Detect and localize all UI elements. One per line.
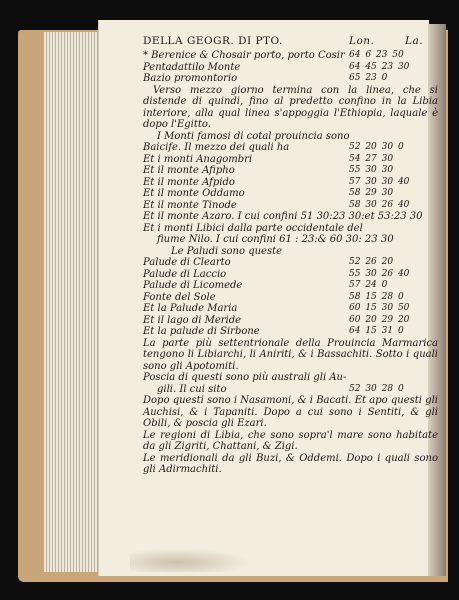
- table-row: [143, 246, 438, 258]
- header-lon-label: Lon.: [349, 35, 375, 47]
- coordinate-values: 55 30 26 40: [349, 268, 410, 279]
- para3-row1: [143, 372, 438, 384]
- coordinate-values: 64 45 23 30: [349, 61, 410, 72]
- place-name: Palude di Licomede: [143, 280, 243, 291]
- place-name: Palude di Laccio: [143, 268, 227, 280]
- table-row: [143, 73, 438, 85]
- place-name: Et i monti Anagombri: [143, 153, 253, 165]
- para3-line2: gili. Il cui sito: [157, 383, 227, 395]
- table-row: [143, 280, 438, 292]
- coordinate-values: 60 15 30 50: [349, 303, 410, 313]
- coordinate-values: 52 26 20: [349, 257, 394, 267]
- coordinate-values: 57 30 30 40: [349, 176, 410, 187]
- table-row: [143, 188, 438, 200]
- place-name: * Berenice & Chosair porto, porto Cosir: [143, 50, 345, 61]
- coordinate-values: 58 30 26 40: [349, 199, 410, 210]
- place-name: Et il monte Tinode: [143, 199, 237, 211]
- table-row: [143, 154, 438, 166]
- page-text: [143, 36, 438, 476]
- place-name: Et il monte Afipho: [143, 165, 235, 176]
- coordinate-values: 58 29 30: [349, 188, 394, 198]
- coordinate-values: 64 15 31 0: [349, 326, 404, 336]
- coordinate-values: 65 23 0: [349, 73, 388, 83]
- coordinate-values: 60 20 29 20: [349, 314, 410, 325]
- header-lat-label: La.: [405, 35, 424, 47]
- table-row: [143, 303, 438, 315]
- coordinate-values: 57 24 0: [349, 280, 388, 290]
- place-name: Et il monte Oddamo: [143, 188, 245, 199]
- table-row: [143, 211, 438, 223]
- header-title: DELLA GEOGR. DI PTO.: [143, 35, 283, 47]
- place-name: Et il monte Afpido: [143, 176, 235, 188]
- place-name: Et la Palude Maria: [143, 303, 238, 314]
- table-row: [143, 292, 438, 304]
- paragraph-nasamoni: Dopo questi sono i Nasamoni, & i Bacati. Et apo questi gli Auchisi, & i Tapaniti. Dopo a cui sono i Sentiti, & gli Obili, & poscia gli Ezari.: [143, 395, 438, 429]
- table-row: [143, 326, 438, 338]
- running-header: [143, 36, 438, 50]
- para3-coordinates: 52 30 28 0: [349, 383, 404, 394]
- place-name: Le Paludi sono queste: [171, 245, 283, 257]
- coordinates-table-1: [143, 50, 438, 85]
- paragraph-regioni: Le regioni di Libia, che sono sopra'l mare sono habitate da gli Zigriti, Chattani, & Zigi.: [143, 429, 438, 452]
- coordinate-values: 54 27 30: [349, 153, 394, 164]
- place-name: Bazio promontorio: [143, 73, 238, 84]
- place-name: Baicife. Il mezzo dei quali ha: [143, 142, 290, 153]
- coordinates-table-marshes: [143, 257, 438, 338]
- para3-row2: [143, 384, 438, 396]
- page-stack-left: [44, 32, 104, 572]
- para3-line1: Poscia di questi sono più australi gli Au-: [143, 372, 347, 383]
- table-row: [143, 50, 438, 62]
- mountains-heading: I Monti famosi di cotal prouincia sono: [157, 130, 350, 142]
- table-row: [143, 177, 438, 189]
- coordinates-table-mountains: [143, 142, 438, 257]
- table-row: [143, 315, 438, 327]
- place-name: Et il monte Azaro. I cui confini 51 30:23 30:et 53:23 30: [143, 211, 423, 222]
- table-row: [143, 257, 438, 269]
- place-name: Et i monti Libici dalla parte occidentale del: [143, 222, 363, 234]
- table-row: [143, 200, 438, 212]
- paragraph-boundary: Verso mezzo giorno termina con la linea, che si distende di quindi, fino al predetto confino in la Libia interiore, alla qual linea s'appoggia l'Ethiopia, laquale è dopo l'Egitto.: [143, 84, 438, 130]
- place-name: Palude di Clearto: [143, 257, 231, 268]
- paragraph-meridionali: Le meridionali da gli Buzi, & Oddemi. Dopo i quali sono gli Adirmachiti.: [143, 452, 438, 475]
- table-row: [143, 223, 438, 235]
- coordinate-values: 52 20 30 0: [349, 142, 404, 152]
- place-name: Pentadattilo Monte: [143, 61, 241, 73]
- table-row: [143, 62, 438, 74]
- coordinate-values: 58 15 28 0: [349, 291, 404, 302]
- mountains-heading-row: [143, 131, 438, 143]
- table-row: [143, 142, 438, 154]
- paragraph-marmarica: La parte più settentrionale della Prouincia Marmarica tengono li Libiarchi, li Aniriti, & i Bassachiti. Sotto i quali sono gli Apotomiti.: [143, 337, 438, 372]
- place-name: Et la palude di Sirbone: [143, 326, 260, 337]
- place-name: Fonte del Sole: [143, 291, 216, 303]
- place-name: fiume Nilo. I cui confini 61 : 23:& 60 30: 23 30: [157, 234, 394, 245]
- place-name: Et il lago di Meride: [143, 314, 242, 326]
- table-row: [143, 269, 438, 281]
- table-row: [143, 234, 438, 246]
- coordinate-values: 55 30 30: [349, 165, 394, 175]
- water-stain: [130, 548, 250, 572]
- table-row: [143, 165, 438, 177]
- coordinate-values: 64 6 23 50: [349, 50, 404, 60]
